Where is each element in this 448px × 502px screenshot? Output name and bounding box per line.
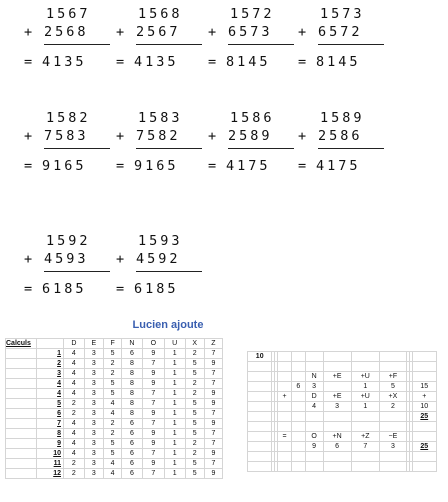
table-row [6,409,223,419]
cell: 1 [164,359,185,369]
row-spacer [6,349,37,359]
cell: 1 [164,349,185,359]
sum-line [228,44,294,45]
cell: 3 [84,429,103,439]
cell: 9 [142,429,164,439]
row-number: 9 [37,439,64,449]
g-r6-c4: −E [379,432,406,442]
equals-sign: = [24,281,36,297]
g-r7-c1: 9 [305,442,323,452]
g-r2-c1: 3 [305,382,323,392]
sum-line [136,44,202,45]
addition-3 [206,6,298,86]
g-r6-sign: = [277,432,291,442]
table-row [6,469,223,479]
cell: 1 [164,419,185,429]
sum: 6185 [134,281,179,297]
g-r2-right: 15 [412,382,437,392]
cell: 4 [64,449,85,459]
row-spacer [6,449,37,459]
addend-2: 6573 [228,24,273,40]
cell: 1 [164,469,185,479]
addend-2: 7583 [44,128,89,144]
cell: 9 [204,469,222,479]
row-spacer [6,369,37,379]
addition-10 [114,233,206,313]
corner-label: Calculs [6,339,37,349]
cell: 4 [104,409,122,419]
cell: 5 [185,409,204,419]
addition-6 [114,110,206,190]
cell: 7 [204,439,222,449]
cell: 5 [104,349,122,359]
col-header-f: F [104,339,122,349]
cell: 9 [204,389,222,399]
cell: 1 [164,399,185,409]
addition-2 [114,6,206,86]
cell: 3 [84,409,103,419]
addend-2: 4592 [136,251,181,267]
addend-1: 1589 [320,110,365,126]
cell: 7 [204,409,222,419]
cell: 7 [204,369,222,379]
cell: 5 [104,379,122,389]
equals-sign: = [208,54,220,70]
g-r2-c3: 1 [351,382,379,392]
cell: 2 [64,469,85,479]
cell: 1 [164,439,185,449]
cell: 1 [164,459,185,469]
cell: 2 [185,439,204,449]
col-header-o: O [142,339,164,349]
cell: 7 [204,429,222,439]
addend-1: 1586 [230,110,275,126]
g-r6-c1: O [305,432,323,442]
table-row [6,429,223,439]
sum: 8145 [226,54,271,70]
sum-line [44,44,110,45]
g-r7-c4: 3 [379,442,406,452]
addition-5 [22,110,114,190]
addition-1 [22,6,114,86]
cell: 4 [64,419,85,429]
table-row [6,389,223,399]
col-header-x: X [185,339,204,349]
cell: 2 [64,409,85,419]
addition-8 [296,110,388,190]
table-row [6,349,223,359]
addend-1: 1572 [230,6,275,22]
cell: 4 [64,389,85,399]
row-spacer [6,469,37,479]
g-r6-c3: +Z [351,432,379,442]
cell: 7 [142,399,164,409]
cell: 5 [185,419,204,429]
addend-2: 2586 [318,128,363,144]
cell: 5 [104,439,122,449]
cell: 3 [84,469,103,479]
cell: 4 [64,429,85,439]
cell: 7 [142,419,164,429]
sum: 4175 [316,158,361,174]
addend-2: 6572 [318,24,363,40]
g-r3-c2: +E [323,392,351,402]
cell: 8 [122,409,143,419]
cell: 1 [164,379,185,389]
equals-sign: = [24,54,36,70]
row-number: 5 [37,399,64,409]
plus-sign: + [208,128,220,144]
table-row [6,419,223,429]
cell: 5 [104,389,122,399]
sum: 9165 [134,158,179,174]
cell: 5 [185,469,204,479]
cell: 3 [84,419,103,429]
equals-sign: = [298,158,310,174]
addend-1: 1593 [138,233,183,249]
cell: 2 [185,379,204,389]
cell: 1 [164,429,185,439]
plus-sign: + [208,24,220,40]
cell: 6 [122,439,143,449]
plus-sign: + [298,128,310,144]
cell: 5 [185,429,204,439]
g-r3-right: + [412,392,437,402]
header-row [6,339,223,349]
g-r4-c2: 3 [323,402,351,412]
g-r6-c2: +N [323,432,351,442]
cell: 6 [122,459,143,469]
cell: 4 [64,349,85,359]
cell: 2 [64,399,85,409]
cell: 4 [64,359,85,369]
cell: 7 [204,379,222,389]
addend-1: 1592 [46,233,91,249]
row-number: 11 [37,459,64,469]
table-row [6,379,223,389]
col-header-u: U [164,339,185,349]
cell: 3 [84,459,103,469]
cell: 3 [84,369,103,379]
g-r3-c3: +X [379,392,406,402]
cell: 9 [142,369,164,379]
cell: 1 [164,389,185,399]
cell: 6 [122,349,143,359]
cell: 2 [104,429,122,439]
sum-line [136,271,202,272]
plus-sign: + [116,128,128,144]
cell: 8 [122,359,143,369]
cell: 3 [84,379,103,389]
plus-sign: + [24,24,36,40]
addend-2: 2567 [136,24,181,40]
cell: 5 [104,449,122,459]
cell: 8 [122,369,143,379]
cell: 9 [204,399,222,409]
addend-1: 1582 [46,110,91,126]
cell: 5 [185,399,204,409]
sum: 6185 [42,281,87,297]
row-spacer [6,429,37,439]
equals-sign: = [116,281,128,297]
g-r2-c0: 6 [292,382,306,392]
addend-1: 1567 [46,6,91,22]
table-row [6,459,223,469]
row-number-header [37,339,64,349]
addend-2: 2568 [44,24,89,40]
cell: 4 [104,399,122,409]
table-row [6,399,223,409]
plus-sign: + [116,251,128,267]
row-number: 3 [37,369,64,379]
grid-label: 10 [248,352,272,362]
cell: 7 [204,459,222,469]
g-r4-c1: 4 [305,402,323,412]
row-number: 8 [37,429,64,439]
g-r3-c2b: +U [351,392,379,402]
equals-sign: = [298,54,310,70]
cell: 3 [84,399,103,409]
g-r2-c4: 5 [379,382,406,392]
cell: 2 [104,419,122,429]
row-spacer [6,409,37,419]
row-number: 1 [37,349,64,359]
cell: 9 [142,349,164,359]
row-number: 2 [37,359,64,369]
table-row [6,369,223,379]
row-number: 4 [37,389,64,399]
sum-line [318,44,384,45]
sum: 4175 [226,158,271,174]
cell: 7 [142,359,164,369]
cell: 1 [164,449,185,459]
g-r1-c3: +U [351,372,379,382]
g-r7-right: 25 [412,442,437,452]
row-number: 10 [37,449,64,459]
addition-7 [206,110,298,190]
addition-4 [296,6,388,86]
cell: 5 [185,359,204,369]
cell: 2 [185,349,204,359]
equals-sign: = [208,158,220,174]
cell: 2 [64,459,85,469]
spreadsheet-table [5,338,223,498]
cell: 7 [142,469,164,479]
sheet-title: Lucien ajoute [132,319,204,331]
col-header-d: D [64,339,85,349]
cell: 7 [142,389,164,399]
row-spacer [6,459,37,469]
row-spacer [6,439,37,449]
g-r5-right: 25 [412,412,437,422]
row-number: 7 [37,419,64,429]
cell: 3 [84,449,103,459]
addition-9 [22,233,114,313]
addend-2: 2589 [228,128,273,144]
sum-line [318,148,384,149]
cell: 7 [204,349,222,359]
table-row [6,449,223,459]
cell: 9 [204,359,222,369]
g-r1-c1: N [305,372,323,382]
g-r4-c3: 1 [351,402,379,412]
col-header-z: Z [204,339,222,349]
table-row [6,439,223,449]
g-r4-right: 10 [412,402,437,412]
cell: 3 [84,389,103,399]
g-r7-c2: 6 [323,442,351,452]
col-header-n: N [122,339,143,349]
plus-sign: + [116,24,128,40]
cell: 9 [204,419,222,429]
cell: 8 [122,389,143,399]
cell: 9 [142,379,164,389]
cell: 4 [104,459,122,469]
cell: 4 [104,469,122,479]
row-spacer [6,379,37,389]
addend-1: 1573 [320,6,365,22]
sum-line [44,271,110,272]
g-r4-c4: 2 [379,402,406,412]
sum-line [44,148,110,149]
equals-sign: = [116,54,128,70]
cell: 9 [142,459,164,469]
sum-line [228,148,294,149]
row-spacer [6,419,37,429]
g-r3-sign: + [277,392,291,402]
col-header-e: E [84,339,103,349]
g-r7-c3: 7 [351,442,379,452]
cell: 3 [84,359,103,369]
cell: 4 [64,439,85,449]
cell: 2 [185,449,204,459]
addend-2: 4593 [44,251,89,267]
row-spacer [6,399,37,409]
addend-1: 1568 [138,6,183,22]
cell: 1 [164,409,185,419]
cell: 6 [122,429,143,439]
cell: 4 [64,379,85,389]
row-spacer [6,389,37,399]
cell: 9 [204,449,222,459]
cell: 6 [122,449,143,459]
cell: 2 [185,389,204,399]
letter-grid [247,351,437,471]
cell: 7 [142,449,164,459]
cell: 5 [185,369,204,379]
cell: 6 [122,469,143,479]
row-spacer [6,359,37,369]
row-number: 12 [37,469,64,479]
equals-sign: = [116,158,128,174]
addend-1: 1583 [138,110,183,126]
cell: 1 [164,369,185,379]
cell: 2 [104,359,122,369]
cell: 3 [84,439,103,449]
equals-sign: = [24,158,36,174]
sum: 8145 [316,54,361,70]
cell: 6 [122,419,143,429]
plus-sign: + [298,24,310,40]
sum: 9165 [42,158,87,174]
g-r1-c2: +E [323,372,351,382]
plus-sign: + [24,251,36,267]
addend-2: 7582 [136,128,181,144]
cell: 2 [104,369,122,379]
cell: 8 [122,379,143,389]
cell: 3 [84,349,103,359]
cell: 4 [64,369,85,379]
sum-line [136,148,202,149]
row-number: 4 [37,379,64,389]
row-number: 6 [37,409,64,419]
sum: 4135 [42,54,87,70]
cell: 8 [122,399,143,409]
g-r1-c4: +F [379,372,406,382]
cell: 9 [142,409,164,419]
g-r3-c1: D [305,392,323,402]
plus-sign: + [24,128,36,144]
cell: 9 [142,439,164,449]
sum: 4135 [134,54,179,70]
cell: 5 [185,459,204,469]
table-row [6,359,223,369]
